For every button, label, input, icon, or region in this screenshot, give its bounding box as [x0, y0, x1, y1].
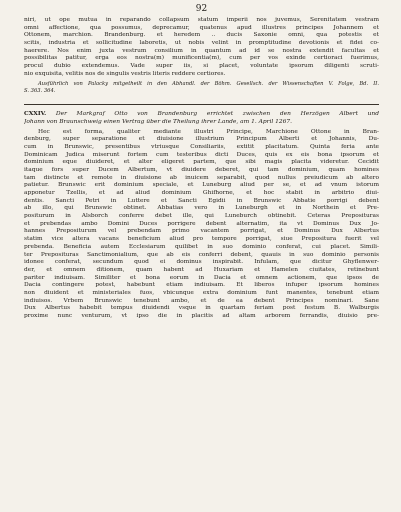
text-line: Hec est forma, qualiter mediante illustri Principe, Marchione Ottone in Bran-	[38, 128, 379, 135]
text-line: cum in Brunswic, presentibus vtriusque Consiliariis, extitit placitatum. Quinta feria ante	[24, 143, 379, 150]
heading-line: Der Markgraf Otto von Brandenburg errichtet zwischen den Herzögen Albert und	[55, 110, 379, 117]
document-heading	[24, 110, 379, 126]
text-line: non diuident et ministeriales fuos, vbicunque extra dominium funt manentes, tenebunt etiam	[24, 289, 379, 296]
text-line: nio exquisita, velitis nos de singulis vestris literis reddere certiores.	[24, 70, 226, 77]
text-line: patietur. Brunswic erit dominium speciale, et Luneburg aliud per se, et ad vnum istorum	[24, 182, 379, 189]
text-line: tam distincte et remote in diuisione ab inuicem separabit, quod nullus preiudicum ab altero	[24, 174, 379, 181]
page-number: 92	[195, 4, 208, 14]
text-line: hannes Prepositurum vel prebendam primo vacantem porrigat, et Dominus Dux Albertus	[24, 228, 379, 235]
text-line: prebenda. Beneficia autem Ecclesiarum quilibet in suo dominio conferat, cui placet. Simili-	[24, 243, 379, 250]
text-line: ab illo, qui Brunswic obtinet. Abbatias vero in Luneburgh et in Northein et Pre-	[24, 205, 379, 212]
text-line: Dacia contingere potest, habebunt etiam indiuisam. Et liberos infuper ipsorum homines	[24, 282, 379, 289]
text-line: der, et omnem ditionem, quam habent ad Huxariam et Hamelen ciuitates, retinebunt	[24, 266, 379, 273]
text-line: apponetur Tzellis, et ad aliud dominium Ghifhorne, et hoc stabit in arbitrio diui-	[24, 190, 379, 196]
text-line: dentis. Sancti Petri in Luttere et Sancti Egidii in Brunswic Abbatie porrigi debent	[24, 197, 379, 204]
text-line: idonee conferat, secundum quod ei dominus inspirabit. Infulam, que dicitur Ghyflenwer-	[24, 259, 379, 266]
text-line: et prebendas ambo Domini Duces porrigere debent alternatim, ita vt Dominus Dux Jo-	[24, 220, 379, 227]
text-line: pariter indiuisam. Similiter et bona eorum in Dacia et omnem actionem, que ipsos de	[24, 274, 379, 281]
charter-text	[24, 129, 379, 321]
text-line: haerere. Nos enim juxta vestrum consilium in quantum ad id se nostra extendit facultas et	[24, 47, 379, 54]
text-line: scitis, industria et sollicitudine laboretis, ut nobis velint in promptitudine devotionis et fidei co-	[24, 40, 379, 47]
text-line: ter Preposituras Sanctimonialium, que ab eis conferri debent, quauis in suo dominio personis	[24, 251, 379, 258]
source-note-line: Ausführlich von Palacky mitgetheilt in den Abhandl. der Böhm. Gesellsch. der Wissenschaften V. Folge, Bd. II.	[38, 80, 379, 87]
text-line: Dominicam Judica miserunt fortem cum testeribus dicti Duces, quis ex eis bona ipsorum et	[24, 151, 379, 158]
heading-line: Johann von Braunschweig einen Vertrag über die Theilung ihrer Lande, am 1. April 1267.	[24, 118, 292, 125]
text-line: denburg, super separatione et diuisione illustrium Principum Alberti et Johannis, Du-	[24, 136, 379, 143]
text-line: Ottonem, marchion. Brandenburg. et heredem .. ducis Saxonie omni, qua potestis et	[24, 32, 379, 39]
text-line: positurum in Alsborch conferre debet ille, qui Luneburch obtinebit. Ceteras Preposituras	[24, 213, 379, 220]
text-line: omni affectione, qua possumus, deprecamur, quatenus apud illustres principes Johannem et	[24, 24, 379, 31]
text-line: niri, ut ope mutua in reparando collapsum statum imperii nos juvemus, Serenitatem vestram	[24, 17, 379, 23]
text-line: dominium eque diuideret, et alter eligeret partem, que sibi magis placita videretur. Cecidit	[24, 159, 379, 166]
text-line: proxime nunc venturum, vt ipso die in placitis ad altam arborem ferrandis, diuisio pre-	[24, 313, 379, 319]
text-line: possibilitas patitur, erga eos nostra(m) munificentia(m), cum per vos exinde certioraci fuerimus,	[24, 55, 379, 62]
text-line: statim vice altera vacans beneficium aliud pro tempore porrigat, siue Prepositura fuerit vel	[24, 236, 379, 243]
source-note-line: S. 363. 364.	[24, 87, 56, 94]
document-number: CXXIV.	[24, 109, 47, 117]
section-divider	[24, 104, 379, 105]
text-line: itaque fors super Ducem Albertum, vt diuidere deberet, qui tam dominium, quam homines	[24, 166, 379, 173]
top-letter-text	[24, 17, 379, 79]
text-line: indiuisos. Vrbem Brunswic tenebunt ambo, et de ea debent Principes nominari. Sane	[24, 297, 379, 304]
text-line: procul dubio extendemus. Vade super iis, si placet, voluntate ipsorum diligenti scruti-	[24, 63, 379, 70]
text-line: Dux Albertus habebit tempus diuidendi vsque in quartam feriam post festum B. Walburgis	[24, 305, 379, 312]
source-note	[24, 81, 379, 95]
